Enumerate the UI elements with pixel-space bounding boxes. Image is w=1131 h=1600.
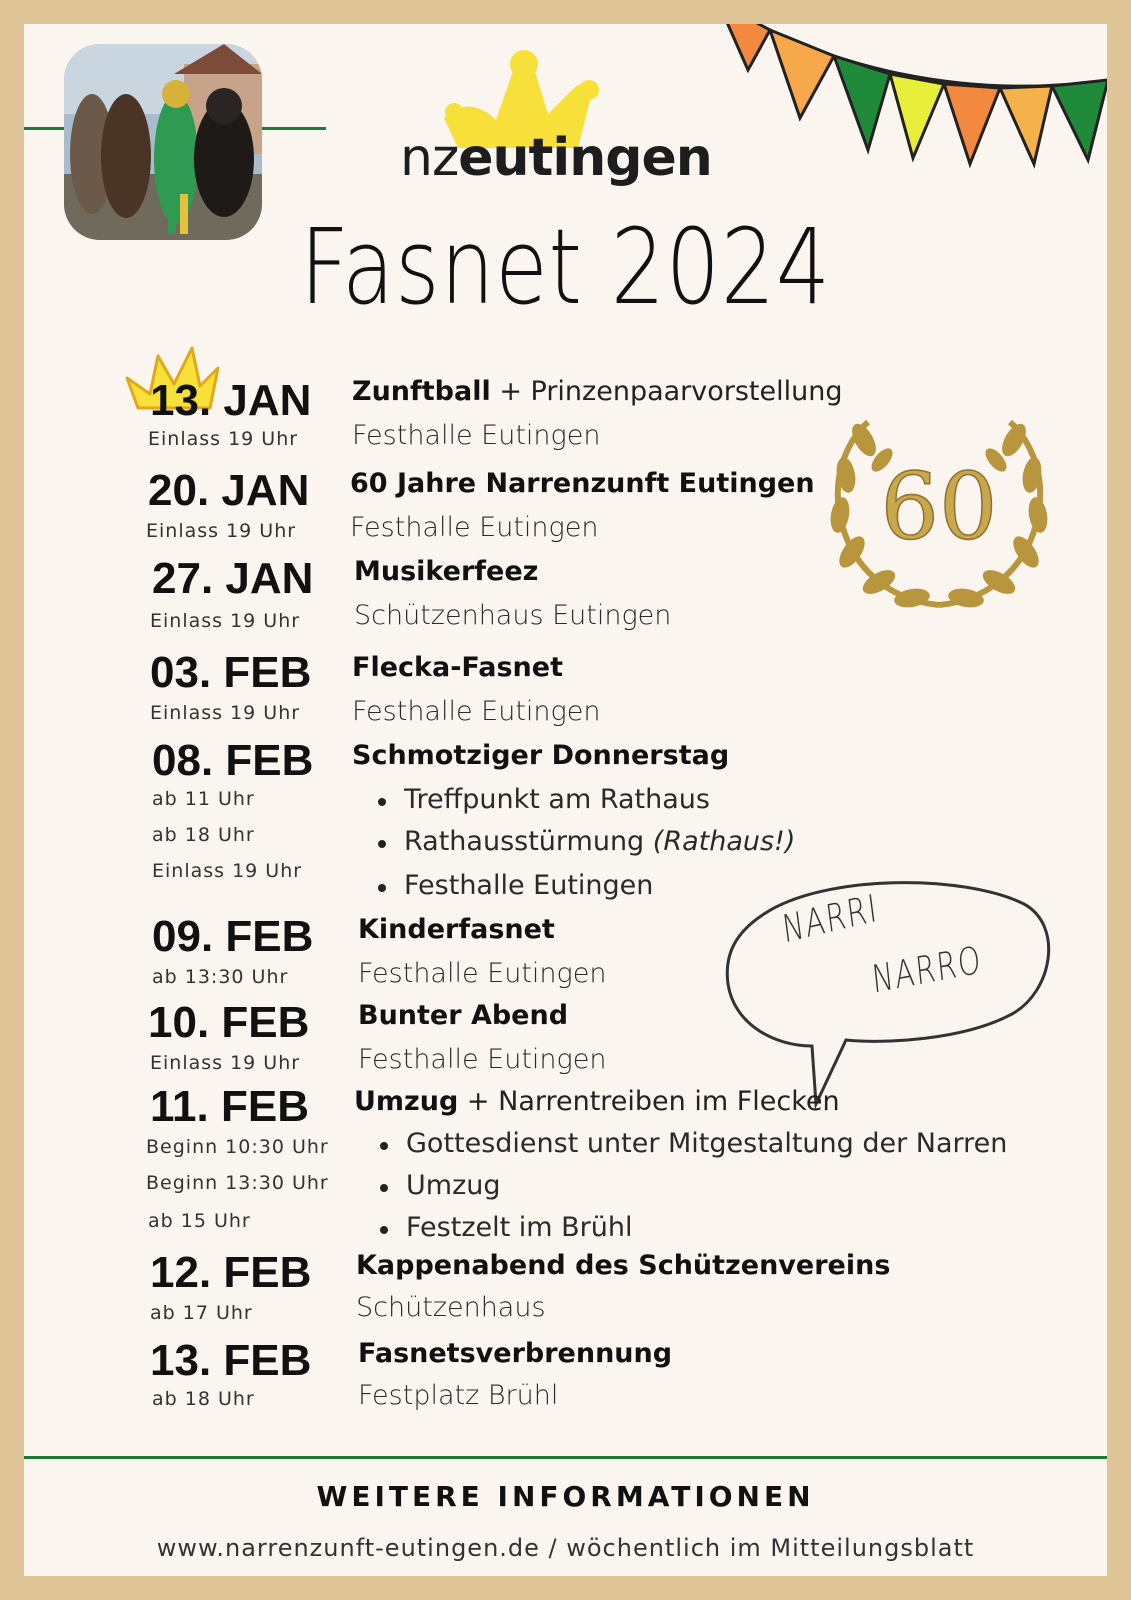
- flag-orange-2: [944, 84, 1000, 164]
- event-time: ab 18 Uhr: [152, 1388, 255, 1410]
- event-title: Schmotziger Donnerstag: [352, 740, 730, 771]
- event-date: 13. JAN: [150, 376, 312, 425]
- event-time: Einlass 19 Uhr: [150, 610, 301, 632]
- flag-green-2: [1052, 80, 1107, 160]
- event-title: [354, 1086, 840, 1117]
- flag-light-orange: [770, 30, 834, 118]
- event-bullet-note: (Rathaus!): [652, 826, 796, 857]
- event-location: Festhalle Eutingen: [358, 958, 607, 989]
- event-title: Fasnetsverbrennung: [358, 1338, 673, 1369]
- speech-narro: NARRO: [870, 937, 984, 1002]
- event-title-extra: + Narrentreiben im Flecken: [458, 1086, 840, 1117]
- poster: [24, 24, 1107, 1576]
- event-title: Bunter Abend: [358, 1000, 569, 1031]
- bunting-flags: [708, 24, 1107, 200]
- laurel-wreath-icon: [824, 400, 1054, 615]
- event-date: 20. JAN: [148, 466, 310, 515]
- event-location: Festhalle Eutingen: [350, 512, 599, 543]
- event-date: 27. JAN: [152, 554, 314, 603]
- badge-60: 60: [880, 453, 998, 560]
- event-title-main: Zunftball: [352, 376, 491, 407]
- logo-prefix: nz: [400, 128, 459, 188]
- speech-narri: NARRI: [780, 885, 881, 952]
- event-bullet: Gottesdienst unter Mitgestaltung der Narren: [406, 1128, 1008, 1159]
- event-time: Einlass 19 Uhr: [150, 702, 301, 724]
- event-time: ab 18 Uhr: [152, 824, 255, 846]
- event-bullet: Festzelt im Brühl: [406, 1212, 633, 1243]
- logo-text: [400, 128, 712, 188]
- event-time: Beginn 13:30 Uhr: [146, 1172, 329, 1194]
- footer-heading: WEITERE INFORMATIONEN: [316, 1480, 815, 1513]
- event-date: 11. FEB: [150, 1082, 309, 1131]
- event-time: Einlass 19 Uhr: [146, 520, 297, 542]
- event-time: ab 17 Uhr: [150, 1302, 253, 1324]
- event-time: Einlass 19 Uhr: [150, 1052, 301, 1074]
- event-bullet-text: Rathausstürmung: [404, 826, 645, 857]
- event-title-extra: + Prinzenpaarvorstellung: [490, 376, 843, 407]
- event-title: 60 Jahre Narrenzunft Eutingen: [350, 468, 815, 499]
- event-title: [352, 376, 843, 407]
- event-title-main: Umzug: [354, 1086, 459, 1117]
- footer-green-line: [24, 1456, 1107, 1459]
- footer-url[interactable]: www.narrenzunft-eutingen.de / wöchentlich im Mitteilungsblatt: [156, 1534, 975, 1562]
- flag-orange: [718, 24, 770, 70]
- flag-light-orange-2: [1000, 86, 1052, 164]
- event-time: ab 15 Uhr: [148, 1210, 251, 1232]
- event-title: Kinderfasnet: [358, 914, 555, 945]
- page-title: Fasnet 2024: [299, 206, 832, 328]
- event-time: ab 11 Uhr: [152, 788, 255, 810]
- event-location: Festhalle Eutingen: [358, 1044, 607, 1075]
- event-title: Kappenabend des Schützenvereins: [356, 1250, 891, 1281]
- event-bullet: [404, 826, 795, 857]
- event-location: Schützenhaus: [356, 1292, 546, 1323]
- event-location: Festhalle Eutingen: [352, 420, 601, 451]
- event-title: Musikerfeez: [354, 556, 539, 587]
- event-date: 08. FEB: [152, 736, 314, 785]
- event-bullet: Treffpunkt am Rathaus: [404, 784, 710, 815]
- event-date: 10. FEB: [148, 998, 310, 1047]
- logo-name: eutingen: [458, 128, 712, 188]
- flag-yellow: [890, 74, 944, 158]
- event-title: Flecka-Fasnet: [352, 652, 563, 683]
- event-date: 09. FEB: [152, 912, 314, 961]
- event-time: ab 13:30 Uhr: [152, 966, 289, 988]
- event-date: 13. FEB: [150, 1336, 312, 1385]
- event-location: Festplatz Brühl: [358, 1380, 559, 1411]
- event-location: Festhalle Eutingen: [352, 696, 601, 727]
- event-date: 12. FEB: [150, 1248, 312, 1297]
- event-time: Einlass 19 Uhr: [152, 860, 303, 882]
- event-time: Beginn 10:30 Uhr: [146, 1136, 329, 1158]
- event-location: Schützenhaus Eutingen: [354, 600, 672, 631]
- flag-green: [834, 56, 890, 150]
- event-time: Einlass 19 Uhr: [148, 428, 299, 450]
- event-date: 03. FEB: [150, 648, 312, 697]
- event-bullet: Festhalle Eutingen: [404, 870, 654, 901]
- event-bullet: Umzug: [406, 1170, 501, 1201]
